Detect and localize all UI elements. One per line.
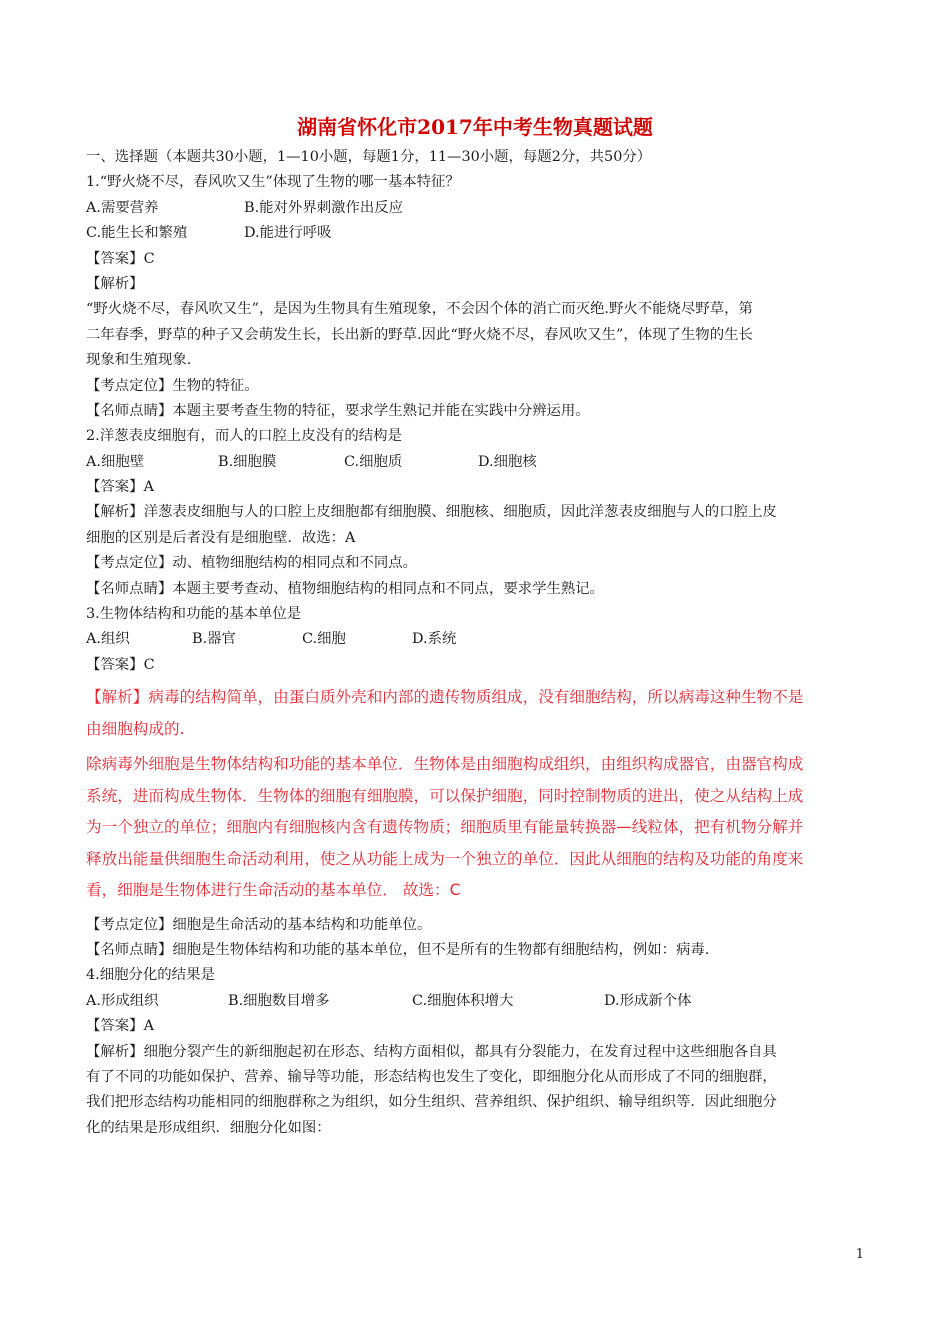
option-d: D.能进行呼吸 [244, 225, 332, 242]
option-c: C.细胞体积增大 [412, 992, 514, 1009]
highlight-line: 看，细胞是生物体进行生命活动的基本单位． 故选：C [86, 881, 461, 900]
option-b: B.细胞数目增多 [228, 992, 330, 1009]
option-d: D.形成新个体 [604, 992, 692, 1009]
highlight-line: 除病毒外细胞是生物体结构和功能的基本单位．生物体是由细胞构成组织，由组织构成器官，由器官构成 [86, 755, 804, 774]
option-c: C.能生长和繁殖 [86, 225, 188, 242]
option-b: B.细胞膜 [218, 453, 277, 470]
analysis-line: “野火烧不尽，春风吹又生”，是因为生物具有生殖现象，不会因个体的消亡而灭绝.野火不能烧尽野草，第 [86, 301, 753, 318]
question-4-options [86, 989, 864, 1014]
question-1-analysis-label: 【解析】 [86, 275, 144, 292]
question-1-options-row-1 [86, 196, 864, 221]
highlight-line: 释放出能量供细胞生命活动利用，使之从功能上成为一个独立的单位．因此从细胞的结构及功能的角度来 [86, 849, 804, 868]
highlight-line: 由细胞构成的. [86, 719, 185, 738]
analysis-line: 化的结果是形成组织．细胞分化如图： [86, 1119, 331, 1136]
question-1-stem: 1.“野火烧不尽，春风吹又生”体现了生物的哪一基本特征？ [86, 174, 460, 191]
page-number: 1 [855, 1247, 864, 1262]
option-d: D.系统 [412, 631, 457, 648]
analysis-line: 我们把形态结构功能相同的细胞群称之为组织，如分生组织、营养组织、保护组织、输导组织等．因此细胞分 [86, 1094, 777, 1111]
analysis-line: 二年春季，野草的种子又会萌发生长，长出新的野草.因此“野火烧不尽，春风吹又生”，体现了生物的生长 [86, 326, 753, 343]
question-2-options [86, 450, 864, 475]
question-1-tip: 【名师点睛】本题主要考查生物的特征，要求学生熟记并能在实践中分辨运用。 [86, 402, 590, 419]
question-1-answer: 【答案】C [86, 250, 155, 267]
question-3-point: 【考点定位】细胞是生命活动的基本结构和功能单位。 [86, 916, 432, 933]
analysis-line: 现象和生殖现象. [86, 352, 192, 369]
question-1-point: 【考点定位】生物的特征。 [86, 377, 259, 394]
section-heading: 一、选择题（本题共30小题，1—10小题，每题1分，11—30小题，每题2分，共50分） [86, 149, 652, 165]
option-d: D.细胞核 [478, 453, 537, 470]
question-2-tip: 【名师点睛】本题主要考查动、植物细胞结构的相同点和不同点，要求学生熟记。 [86, 580, 605, 597]
question-2-point: 【考点定位】动、植物细胞结构的相同点和不同点。 [86, 555, 417, 572]
highlight-line: 为一个独立的单位；细胞内有细胞核内含有遗传物质；细胞质里有能量转换器—线粒体，把有机物分解并 [86, 818, 804, 837]
option-a: A.组织 [86, 631, 130, 648]
option-a: A.形成组织 [86, 992, 159, 1009]
question-2-answer: 【答案】A [86, 479, 154, 496]
option-a: A.需要营养 [86, 199, 159, 216]
analysis-line: 细胞的区别是后者没有是细胞壁．故选：A [86, 529, 356, 546]
document-title: 湖南省怀化市2017年中考生物真题试题 [297, 115, 653, 139]
question-3-options [86, 627, 864, 652]
question-4-stem: 4.细胞分化的结果是 [86, 967, 215, 984]
option-c: C.细胞质 [344, 453, 403, 470]
analysis-line: 有了不同的功能如保护、营养、输导等功能，形态结构也发生了变化，即细胞分化从而形成了不同的细胞群， [86, 1069, 777, 1086]
question-3-analysis-highlight [86, 682, 864, 907]
question-3-answer: 【答案】C [86, 656, 155, 673]
analysis-line: 【解析】细胞分裂产生的新细胞起初在形态、结构方面相似，都具有分裂能力，在发育过程中这些细胞各自具 [86, 1043, 777, 1060]
question-1-options-row-2 [86, 221, 864, 246]
option-b: B.器官 [192, 631, 236, 648]
option-a: A.细胞壁 [86, 453, 145, 470]
analysis-line: 【解析】洋葱表皮细胞与人的口腔上皮细胞都有细胞膜、细胞核、细胞质，因此洋葱表皮细胞与人的口腔上皮 [86, 504, 777, 521]
question-4-answer: 【答案】A [86, 1018, 154, 1035]
highlight-line: 【解析】病毒的结构简单，由蛋白质外壳和内部的遗传物质组成，没有细胞结构，所以病毒这种生物不是 [86, 688, 804, 707]
highlight-line: 系统，进而构成生物体．生物体的细胞有细胞膜，可以保护细胞，同时控制物质的进出，使之从结构上成 [86, 786, 804, 805]
question-2-stem: 2.洋葱表皮细胞有，而人的口腔上皮没有的结构是 [86, 428, 402, 445]
question-3-tip: 【名师点睛】细胞是生物体结构和功能的基本单位，但不是所有的生物都有细胞结构，例如：病毒. [86, 942, 710, 959]
question-3-stem: 3.生物体结构和功能的基本单位是 [86, 606, 302, 623]
option-c: C.细胞 [302, 631, 346, 648]
option-b: B.能对外界刺激作出反应 [244, 199, 404, 216]
